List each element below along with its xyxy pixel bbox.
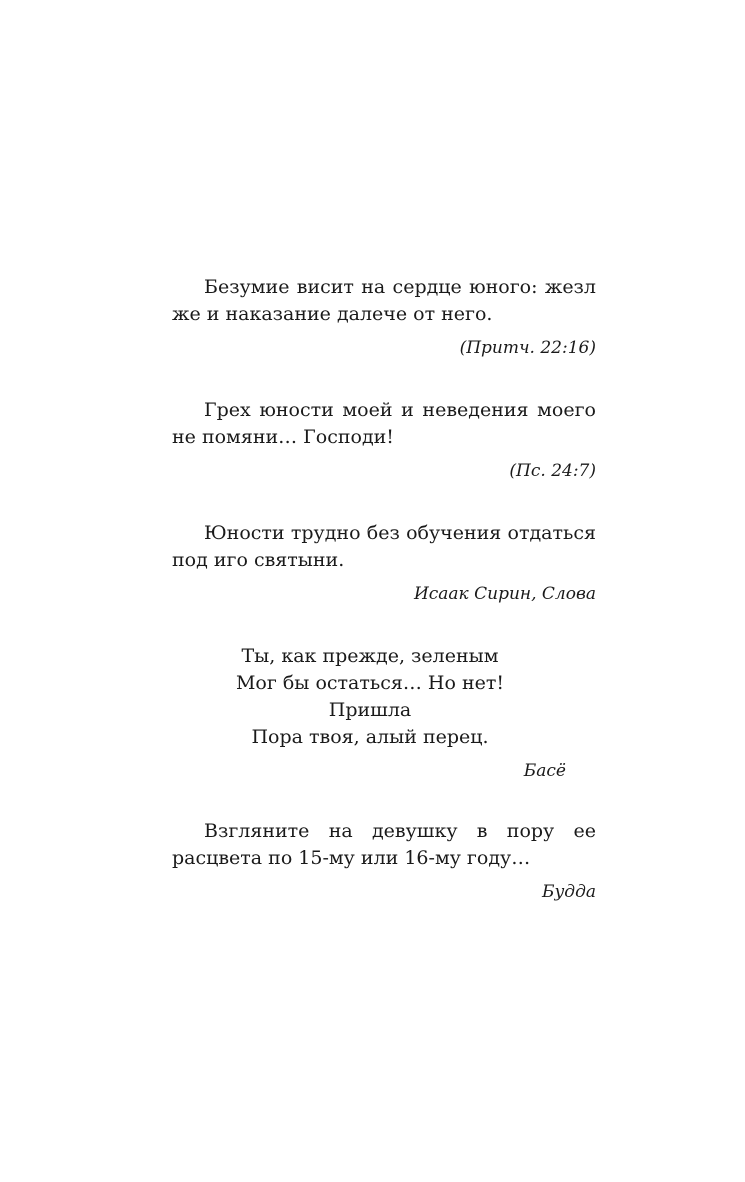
poem-line: Мог бы остаться… Но нет! Пришла	[235, 672, 505, 721]
epigraph-psalms	[172, 397, 596, 483]
epigraph-buddha	[172, 818, 596, 904]
epigraph-text: Взгляните на девушку в пору ее расцвета по 15-му или 16-му году…	[172, 820, 596, 869]
poem-source: Басё	[523, 761, 566, 781]
epigraph-text: Юности трудно без обучения отдаться под иго святыни.	[172, 522, 596, 571]
poem-line: Пора твоя, алый перец.	[251, 726, 489, 748]
epigraph-source: (Притч. 22:16)	[459, 338, 596, 358]
poem-line: Ты, как прежде, зеленым	[241, 645, 499, 667]
epigraph-text: Грех юности моей и неведения моего не помяни… Господи!	[172, 399, 596, 448]
epigraph-text: Безумие висит на сердце юного: жезл же и наказание далече от него.	[172, 276, 596, 325]
epigraph-source: Исаак Сирин, Слова	[413, 584, 596, 604]
epigraph-source: (Пс. 24:7)	[509, 461, 596, 481]
epigraph-isaac-the-syrian	[172, 520, 596, 606]
page-content	[172, 274, 596, 904]
epigraph-poem-basho	[172, 643, 596, 783]
epigraph-source: Будда	[541, 882, 596, 902]
epigraph-proverbs	[172, 274, 596, 360]
